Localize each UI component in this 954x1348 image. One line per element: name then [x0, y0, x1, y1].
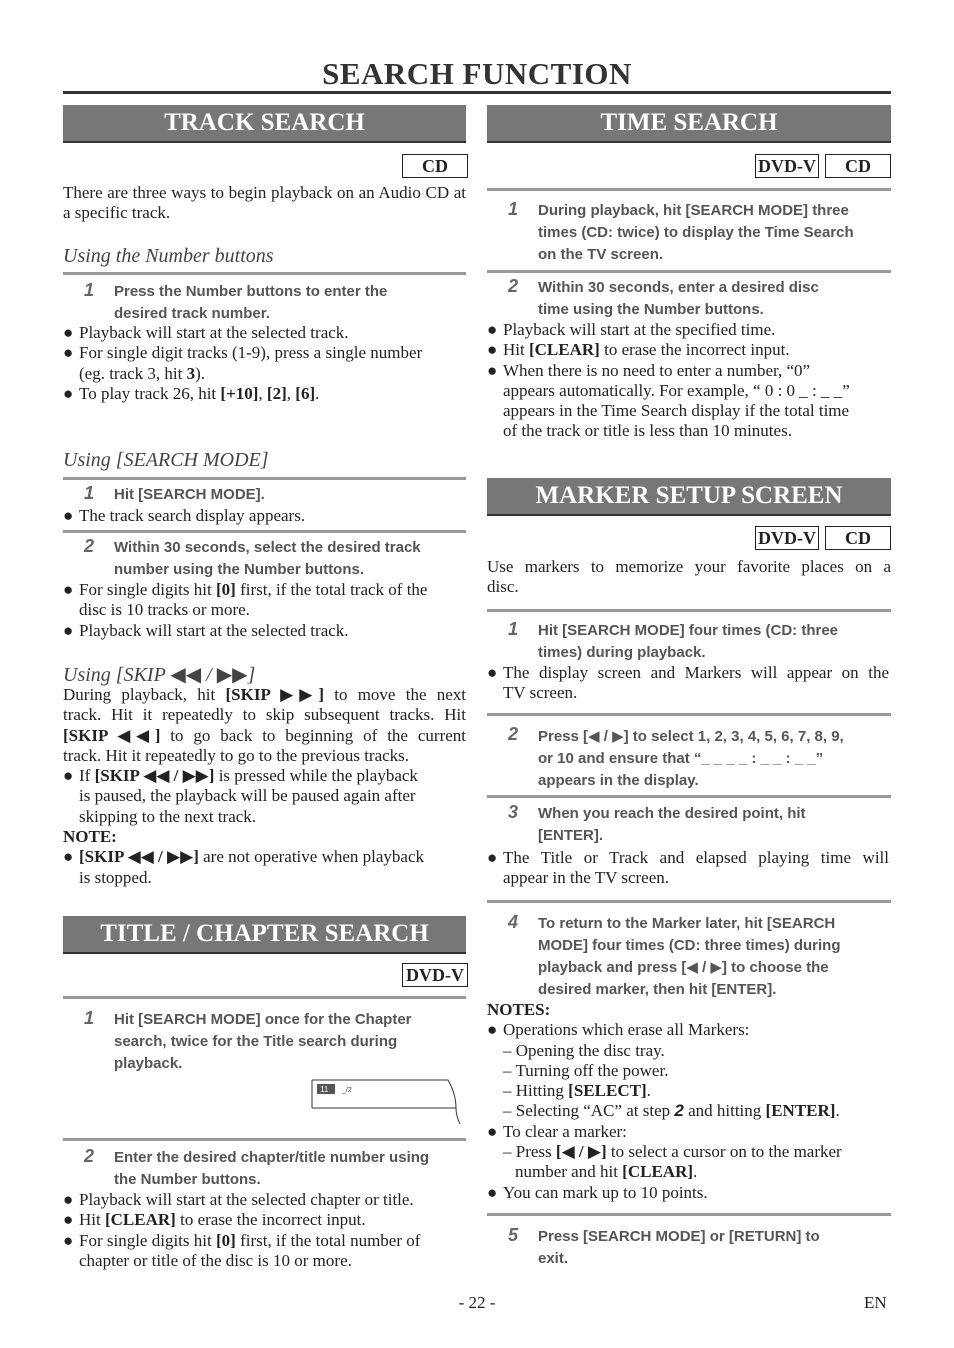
subheading-skip: Using [SKIP ◀◀ / ▶▶] [63, 664, 256, 686]
subheading-number-buttons: Using the Number buttons [63, 245, 274, 267]
divider [63, 477, 466, 480]
step-text: Within 30 seconds, select the desired track [114, 539, 421, 556]
step-number: 2 [84, 536, 95, 556]
divider [487, 1213, 891, 1216]
cd-badge: CD [402, 154, 468, 178]
notes-label: NOTES: [487, 1000, 551, 1019]
divider [63, 996, 466, 999]
step-number: 2 [84, 1146, 95, 1166]
divider [63, 530, 466, 533]
bullet-item: ● To play track 26, hit [+10], [2], [6]. [63, 383, 320, 403]
note-label: NOTE: [63, 827, 117, 847]
step-text: Hit [SEARCH MODE]. [114, 486, 265, 503]
step-number: 1 [84, 1008, 95, 1028]
step-number: 1 [508, 199, 519, 219]
divider [487, 188, 891, 191]
step-text: desired track number. [114, 305, 270, 322]
page-number: - 22 - [458, 1293, 496, 1312]
step-text: MODE] four times (CD: three times) during [538, 937, 841, 954]
step-text: playback. [114, 1055, 183, 1072]
bullet-item: ● Hit [CLEAR] to erase the incorrect input. [487, 340, 790, 360]
marker-notes: NOTES: ● Operations which erase all Markers: – Opening the disc tray. – Turning off the power. – Hitting [SELECT]. – Selecting “AC” at step 2 and hitting [ENTER]. ● To clear a marker: – Press [◀ / ▶] to select a cursor on to the marker number and hit [CLEAR]. ● You can mark up to 10 points. [487, 1000, 891, 1203]
bullet-item: ● For single digits hit [0] first, if the total track of the disc is 10 tracks or more. [63, 580, 428, 620]
chapter-input-text: _/2 [342, 1087, 352, 1094]
page-title: SEARCH FUNCTION [322, 56, 632, 91]
divider [487, 270, 891, 273]
step-text: exit. [538, 1250, 569, 1267]
time-search-header: TIME SEARCH [487, 105, 891, 143]
step-number: 4 [508, 912, 519, 932]
bullet-item: ● If [SKIP ◀◀ / ▶▶] is pressed while the playback is paused, the playback will be paused again after skipping to the next track. [63, 766, 418, 826]
step-number: 3 [508, 802, 519, 822]
divider [63, 272, 466, 275]
title-rule [63, 91, 891, 94]
title-chapter-bullets [63, 1190, 466, 1271]
step-text: appears in the display. [538, 772, 699, 789]
bullet-item: ● Playback will start at the specified time. [487, 320, 776, 339]
subheading-search-mode: Using [SEARCH MODE] [63, 449, 269, 471]
step-text: playback and press [◀ / ▶] to choose the [538, 959, 829, 976]
step-text: Hit [SEARCH MODE] four times (CD: three [538, 622, 839, 639]
bullet-item: ● The display screen and Markers will appear on the TV screen. [487, 663, 889, 703]
chapter-icon-label: 11 [320, 1085, 329, 1094]
step-text: Press [◀ / ▶] to select 1, 2, 3, 4, 5, 6, 7, 8, 9, [538, 728, 844, 745]
step-text: desired marker, then hit [ENTER]. [538, 981, 777, 998]
bullet-item: ● To clear a marker: [487, 1121, 627, 1141]
dvd-v-badge: DVD-V [402, 963, 468, 987]
step-text: Enter the desired chapter/title number using [114, 1149, 430, 1166]
step-text: on the TV screen. [538, 246, 664, 263]
title-chapter-header: TITLE / CHAPTER SEARCH [63, 916, 466, 954]
step-number: 1 [84, 280, 95, 300]
step-text: the Number buttons. [114, 1171, 261, 1188]
step-number: 2 [508, 276, 519, 296]
marker-intro: Use markers to memorize your favorite places on a disc. [487, 557, 891, 597]
dvd-v-badge: DVD-V [755, 526, 819, 550]
divider [487, 795, 891, 798]
step-text: During playback, hit [SEARCH MODE] three [538, 202, 849, 219]
divider [487, 900, 891, 903]
step-text: Press the Number buttons to enter the [114, 283, 388, 300]
bullet-item: ● Playback will start at the selected chapter or title. [63, 1190, 414, 1209]
step-text: times) during playback. [538, 644, 706, 661]
time-search-bullets [487, 320, 891, 442]
step-text: Within 30 seconds, enter a desired disc [538, 279, 819, 296]
step-text: time using the Number buttons. [538, 301, 764, 318]
bullet-item: ● Playback will start at the selected track. [63, 323, 349, 342]
bullet-item: ● For single digits hit [0] first, if the total number of chapter or title of the disc is 10 or more. [63, 1230, 421, 1270]
step-number: 2 [508, 724, 519, 744]
step-number: 1 [508, 619, 519, 639]
step-text: [ENTER]. [538, 827, 603, 844]
bullet-item: ● The Title or Track and elapsed playing time will appear in the TV screen. [487, 848, 889, 888]
step-text: To return to the Marker later, hit [SEARCH [538, 915, 836, 932]
divider [487, 609, 891, 612]
bullet-item: ● Operations which erase all Markers: [487, 1020, 750, 1040]
bullet-item: ● Hit [CLEAR] to erase the incorrect input. [63, 1210, 366, 1230]
bullet-item: ● [SKIP ◀◀ / ▶▶] are not operative when playback is stopped. [63, 847, 425, 887]
bullet-item: ● When there is no need to enter a number, “0” appears automatically. For example, “ 0 : 0 _ : _ _” appears in the Time Search display if the total time of the track or title is less than 10 minutes. [487, 360, 850, 441]
step-text: number using the Number buttons. [114, 561, 364, 578]
step-text: Press [SEARCH MODE] or [RETURN] to [538, 1228, 820, 1245]
divider [487, 713, 891, 716]
step-number: 1 [84, 483, 95, 503]
marker-setup-header: MARKER SETUP SCREEN [487, 478, 891, 516]
bullet-item: ● The track search display appears. [63, 506, 306, 525]
step-text: Hit [SEARCH MODE] once for the Chapter [114, 1011, 412, 1028]
bullet-item: ● Playback will start at the selected track. [63, 620, 349, 640]
step-text: times (CD: twice) to display the Time Search [538, 224, 854, 241]
track-intro: There are three ways to begin playback on an Audio CD at a specific track. [63, 183, 466, 223]
step-text: search, twice for the Title search during [114, 1033, 398, 1050]
skip-paragraph: During playback, hit [SKIP ▶▶] to move the next track. Hit it repeatedly to skip subsequent tracks. Hit [SKIP ◀◀] to go back to beginning of the current track. Hit it repeatedly to go to the previous tracks. ● If [SKIP ◀◀ / ▶▶] is pressed while the playback is paused, the playback will be paused again after skipping to the next track. NOTE: ● [SKIP ◀◀ / ▶▶] are not operative when playback is stopped. [63, 685, 467, 887]
cd-badge: CD [825, 526, 891, 550]
step-text: or 10 and ensure that “_ _ _ _ : _ _ : _ _” [538, 750, 824, 767]
track-number-bullets [63, 323, 466, 404]
step-number: 5 [508, 1225, 519, 1245]
cd-badge: CD [825, 154, 891, 178]
bullet-item: ● For single digit tracks (1-9), press a single number (eg. track 3, hit 3). [63, 343, 423, 383]
bullet-item: ● You can mark up to 10 points. [487, 1182, 708, 1202]
search-mode-bullets [63, 580, 466, 641]
divider [63, 1138, 466, 1141]
dvd-v-badge: DVD-V [755, 154, 819, 178]
track-search-header: TRACK SEARCH [63, 105, 466, 143]
language-label: EN [864, 1293, 887, 1312]
tv-screen-illustration [310, 1078, 462, 1126]
step-text: When you reach the desired point, hit [538, 805, 806, 822]
